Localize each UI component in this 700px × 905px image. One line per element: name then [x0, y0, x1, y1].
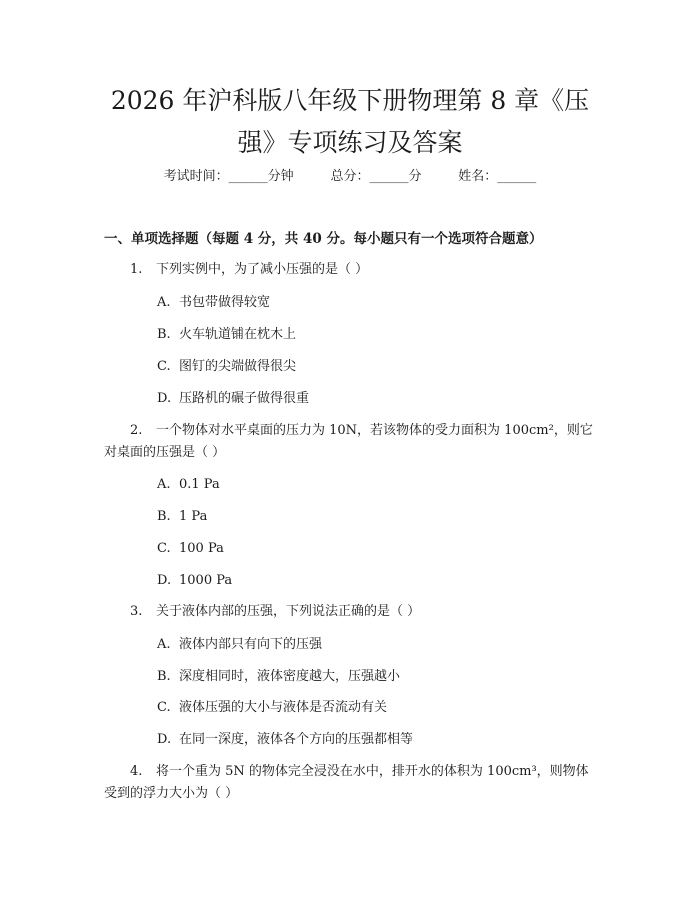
question-1 [104, 259, 600, 281]
question-2-option-a: A. 0.1 Pa [157, 477, 220, 492]
question-2-option-d: D. 1000 Pa [157, 573, 233, 588]
section-heading: 一、单项选择题（每题 4 分，共 40 分。每小题只有一个选项符合题意） [104, 231, 543, 247]
question-3-number: 3. [130, 604, 143, 619]
question-3 [104, 601, 600, 623]
exam-info [0, 166, 700, 188]
title-line-2: 强》专项练习及答案 [237, 128, 463, 157]
question-2-option-b: B. 1 Pa [157, 509, 208, 524]
question-4 [104, 761, 600, 805]
question-1-number: 1. [130, 262, 143, 277]
exam-time-field: 考试时间：______分钟 [163, 169, 294, 184]
question-2-text: 一个物体对水平桌面的压力为 10N，若该物体的受力面积为 100cm²，则它对桌面的压强是（ ） [104, 423, 593, 460]
question-2-number: 2. [130, 423, 143, 438]
title-line-1: 2026 年沪科版八年级下册物理第 8 章《压 [110, 86, 590, 115]
question-4-text: 将一个重为 5N 的物体完全浸没在水中，排开水的体积为 100cm³，则物体受到的浮力大小为（ ） [104, 764, 589, 801]
question-1-option-b: B. 火车轨道铺在枕木上 [157, 327, 297, 342]
question-3-option-b: B. 深度相同时，液体密度越大，压强越小 [157, 669, 401, 684]
question-3-option-d: D. 在同一深度，液体各个方向的压强都相等 [157, 732, 414, 747]
question-4-number: 4. [130, 764, 143, 779]
question-1-option-d: D. 压路机的碾子做得很重 [157, 391, 310, 406]
question-3-option-a: A. 液体内部只有向下的压强 [157, 637, 323, 652]
question-1-option-c: C. 图钉的尖端做得很尖 [157, 359, 297, 374]
question-1-option-a: A. 书包带做得较宽 [157, 295, 271, 310]
total-score-field: 总分：______分 [330, 169, 422, 184]
question-1-text: 下列实例中，为了减小压强的是（ ） [156, 262, 369, 277]
question-3-option-c: C. 液体压强的大小与液体是否流动有关 [157, 700, 388, 715]
student-name-field: 姓名：______ [458, 169, 537, 184]
document-title [60, 80, 640, 164]
question-2-option-c: C. 100 Pa [157, 541, 224, 556]
question-3-text: 关于液体内部的压强，下列说法正确的是（ ） [156, 604, 421, 619]
question-2 [104, 420, 600, 464]
